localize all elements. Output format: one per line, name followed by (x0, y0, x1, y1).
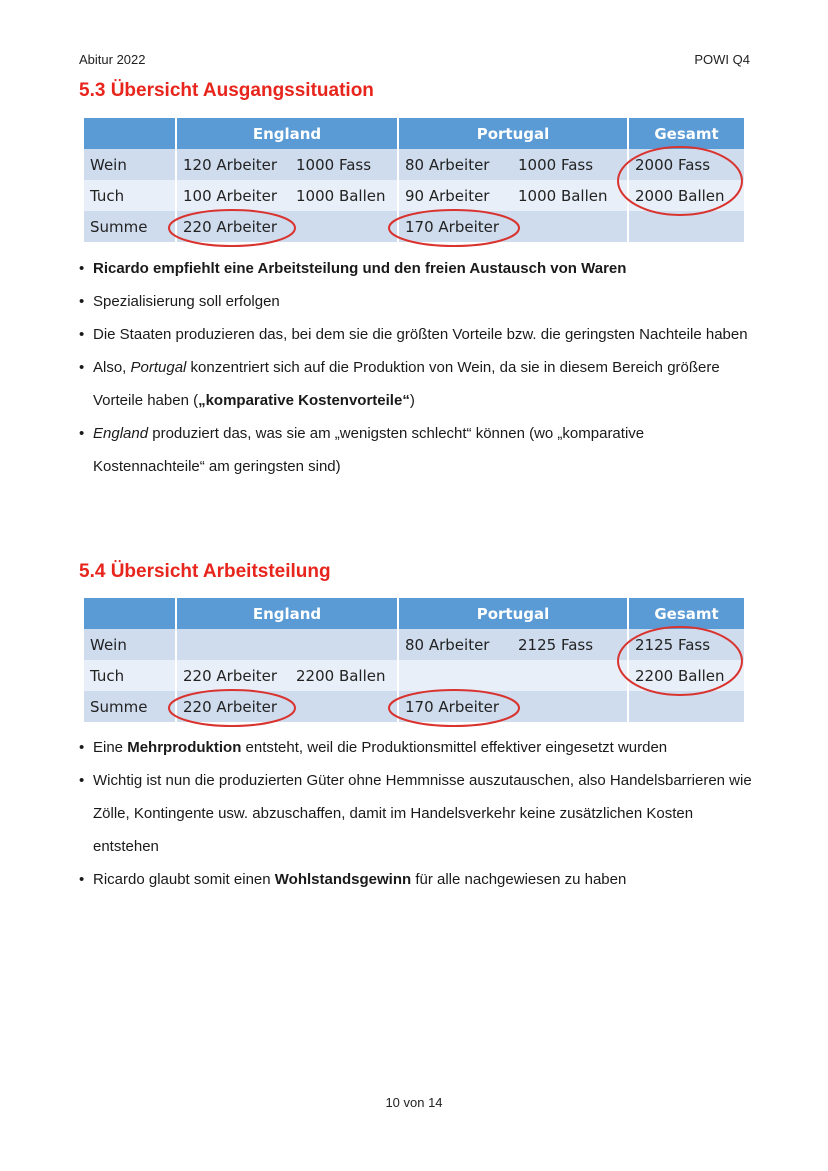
bullet-text: England (93, 425, 149, 442)
table-row (84, 691, 744, 722)
header-right: POWI Q4 (694, 52, 750, 67)
bullet-text: konzentriert sich auf die Produktion von Wein, da sie in diesem Bereich größere Vorteile haben ( (93, 359, 720, 409)
table-cell (290, 691, 398, 722)
header-cell-england: England (176, 598, 398, 629)
table-cell: 90 Arbeiter (398, 180, 512, 211)
bullet-text: Portugal (130, 359, 187, 376)
table-header-row (84, 598, 744, 629)
header-left: Abitur 2022 (79, 52, 146, 67)
table-cell (512, 211, 628, 242)
bullet-text: Wichtig ist nun die produzierten Güter ohne Hemmnisse auszutauschen, also Handelsbarrieren wie Zölle, Kontingente usw. abzuschaffen, damit im Handelsverkehr keine zusätzlichen Kosten entstehen (93, 772, 752, 855)
table-cell: 170 Arbeiter (398, 691, 512, 722)
bullet-text: „komparative Kostenvorteile“ (198, 392, 410, 409)
table-row (84, 629, 744, 660)
bullet-text: Ricardo empfiehlt eine Arbeitsteilung und den freien Austausch von Waren (93, 260, 627, 277)
bullet-text: Wohlstandsgewinn (274, 871, 412, 888)
page-number: 10 von 14 (385, 1095, 443, 1110)
table-cell: 1000 Fass (512, 149, 628, 180)
table-arbeitsteilung (84, 598, 744, 722)
row-label: Wein (84, 149, 176, 180)
table-cell: 2000 Fass (628, 149, 744, 180)
bullet-text: Also, (93, 359, 131, 376)
table-row (84, 660, 744, 691)
table-row (84, 211, 744, 242)
table-cell: 2125 Fass (628, 629, 744, 660)
bullet-item (79, 417, 759, 483)
table-cell: 220 Arbeiter (176, 211, 290, 242)
bullet-item (79, 285, 759, 318)
bullet-text: für alle nachgewiesen zu haben (411, 871, 627, 888)
header-cell-empty (84, 118, 176, 149)
bullet-text: Die Staaten produzieren das, bei dem sie die größten Vorteile bzw. die geringsten Nachteile haben (93, 326, 748, 343)
bullet-item (79, 764, 759, 863)
bullet-text: Spezialisierung soll erfolgen (93, 293, 280, 310)
table-cell (512, 691, 628, 722)
table-cell: 100 Arbeiter (176, 180, 290, 211)
bullet-text: Eine (93, 739, 128, 756)
table-cell: 2200 Ballen (628, 660, 744, 691)
table-cell (398, 660, 512, 691)
table-cell (628, 691, 744, 722)
section-title-ausgangssituation: 5.3 Übersicht Ausgangssituation (79, 80, 374, 101)
table-cell (512, 660, 628, 691)
bullet-item (79, 731, 759, 764)
table-cell: 1000 Ballen (512, 180, 628, 211)
row-label: Tuch (84, 660, 176, 691)
table-ausgangssituation (84, 118, 744, 242)
table-cell: 1000 Fass (290, 149, 398, 180)
row-label: Tuch (84, 180, 176, 211)
bullet-item (79, 351, 759, 417)
table-row (84, 149, 744, 180)
table-cell (290, 629, 398, 660)
header-cell-gesamt: Gesamt (628, 118, 744, 149)
bullet-item (79, 318, 759, 351)
bullet-text: Ricardo glaubt somit einen (93, 871, 275, 888)
bullet-item (79, 863, 759, 896)
table-cell: 170 Arbeiter (398, 211, 512, 242)
row-label: Summe (84, 211, 176, 242)
table-cell: 220 Arbeiter (176, 660, 290, 691)
bullet-text: entsteht, weil die Produktionsmittel effektiver eingesetzt wurden (241, 739, 668, 756)
table-cell: 2200 Ballen (290, 660, 398, 691)
table-cell: 2000 Ballen (628, 180, 744, 211)
header-cell-empty (84, 598, 176, 629)
header-cell-gesamt: Gesamt (628, 598, 744, 629)
bullet-text: ) (409, 392, 415, 409)
table-header-row (84, 118, 744, 149)
bullet-text: Mehrproduktion (127, 739, 242, 756)
table-cell (290, 211, 398, 242)
table-cell: 220 Arbeiter (176, 691, 290, 722)
row-label: Summe (84, 691, 176, 722)
table-row (84, 180, 744, 211)
table-cell: 2125 Fass (512, 629, 628, 660)
header-cell-portugal: Portugal (398, 598, 628, 629)
section-title-arbeitsteilung: 5.4 Übersicht Arbeitsteilung (79, 561, 331, 582)
header-cell-portugal: Portugal (398, 118, 628, 149)
row-label: Wein (84, 629, 176, 660)
header-cell-england: England (176, 118, 398, 149)
bullet-item (79, 252, 759, 285)
table-cell: 120 Arbeiter (176, 149, 290, 180)
bullet-list-ausgangssituation (79, 252, 759, 483)
bullet-list-arbeitsteilung (79, 731, 759, 896)
table-cell: 80 Arbeiter (398, 629, 512, 660)
table-cell (628, 211, 744, 242)
table-cell: 80 Arbeiter (398, 149, 512, 180)
table-cell: 1000 Ballen (290, 180, 398, 211)
bullet-text: produziert das, was sie am „wenigsten schlecht“ können (wo „komparative Kostennachteile“ am geringsten sind) (93, 425, 645, 475)
table-cell (176, 629, 290, 660)
